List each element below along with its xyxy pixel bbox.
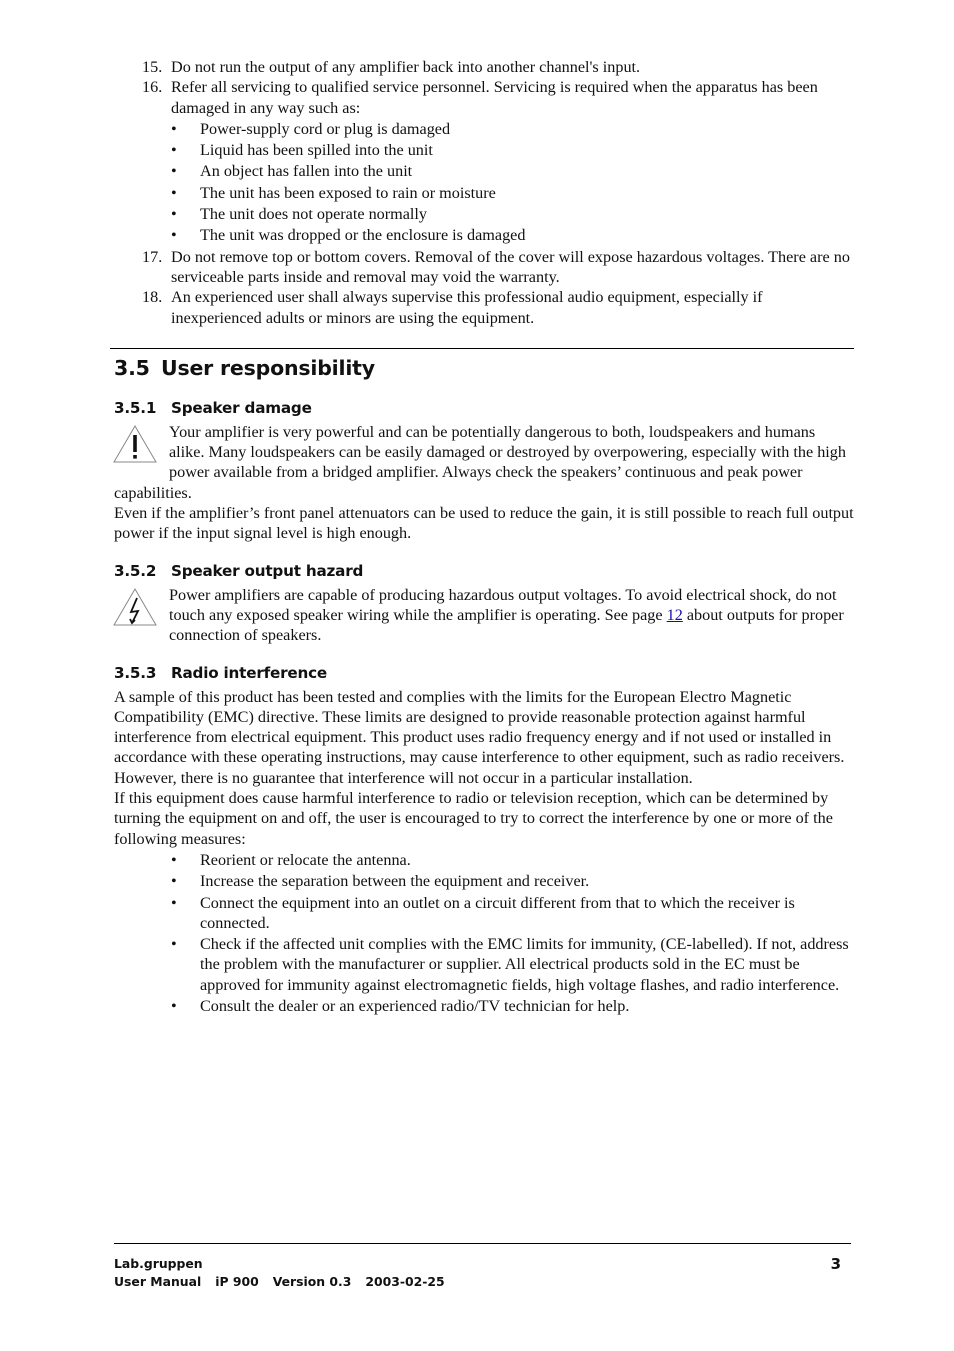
list-item: • An object has fallen into the unit (114, 161, 854, 181)
safety-list-continued (114, 247, 854, 328)
speaker-damage-text: Your amplifier is very powerful and can be potentially dangerous to both, loudspeakers and humans alike. Many loudspeakers can be easily damaged or destroyed by overpowering, especially with the high power available from a bridged amplifier. Always check the speakers’ continuous and peak power capabilities. (114, 422, 846, 502)
list-item: • Liquid has been spilled into the unit (114, 140, 854, 160)
radio-interference-text-2: If this equipment does cause harmful interference to radio or television reception, which can be determined by turning the equipment on and off, the user is encouraged to try to correct the interference by one or more of the following measures: (114, 789, 833, 848)
output-hazard-text: Power amplifiers are capable of producing hazardous output voltages. To avoid electrical shock, do not touch any exposed speaker wiring while the amplifier is operating. See page 12 about outputs for proper connection of speakers. (169, 585, 844, 645)
footer-company: Lab.gruppen (114, 1256, 203, 1271)
document-body (114, 57, 854, 1017)
output-hazard-warning (114, 585, 854, 646)
page-link[interactable]: 12 (666, 605, 683, 624)
service-bullet-list (114, 119, 854, 246)
list-item: • Reorient or relocate the antenna. (114, 850, 854, 870)
list-item: • Check if the affected unit complies with the EMC limits for immunity, (CE-labelled). If not, address the problem with the manufacturer or supplier. All electrical products sold in the EC must be approved for immunity against electromagnetic fields, high voltage flashes, and radio interference. (114, 934, 854, 995)
speaker-damage-warning (114, 422, 854, 503)
list-item: • Power-supply cord or plug is damaged (114, 119, 854, 139)
list-item: • The unit has been exposed to rain or moisture (114, 183, 854, 203)
radio-interference-text: A sample of this product has been tested and complies with the limits for the European Electro Magnetic Compatibility (EMC) directive. These limits are designed to provide reasonable protection against harmful interference from electrical equipment. This product uses radio frequency energy and if not used or installed in accordance with these operating instructions, may cause interference to other equipment, such as radio receivers. However, there is no guarantee that interference will not occur in a particular installation. (114, 687, 845, 787)
list-item: • The unit does not operate normally (114, 204, 854, 224)
list-item: • The unit was dropped or the enclosure is damaged (114, 225, 854, 245)
list-item: 17. Do not remove top or bottom covers. Removal of the cover will expose hazardous voltages. There are no serviceable parts inside and removal may void the warranty. (142, 247, 850, 286)
footer-divider (114, 1243, 851, 1244)
list-item: • Connect the equipment into an outlet on a circuit different from that to which the receiver is connected. (114, 893, 854, 934)
section-divider (110, 348, 854, 349)
section-heading: 3.5 User responsibility (114, 355, 375, 380)
footer-model: iP 900 (215, 1274, 259, 1289)
list-item: 18. An experienced user shall always supervise this professional audio equipment, especially if inexperienced adults or minors are using the equipment. (142, 288, 763, 327)
footer-meta (114, 1273, 851, 1291)
footer-doc: User Manual (114, 1274, 202, 1289)
lightning-warning-icon (112, 586, 158, 628)
footer-date: 2003-02-25 (365, 1274, 445, 1289)
list-item: • Consult the dealer or an experienced radio/TV technician for help. (114, 996, 854, 1016)
speaker-damage-text-2: Even if the amplifier’s front panel attenuators can be used to reduce the gain, it is still possible to reach full output power if the input signal level is high enough. (114, 504, 854, 543)
safety-list (114, 57, 854, 118)
subsection-heading-speaker-damage: 3.5.1 Speaker damage (114, 398, 312, 417)
measures-bullet-list (114, 850, 854, 1016)
subsection-heading-output-hazard: 3.5.2 Speaker output hazard (114, 561, 364, 580)
list-item: 16. Refer all servicing to qualified service personnel. Servicing is required when the apparatus has been damaged in any way such as: (142, 78, 818, 117)
footer-version: Version 0.3 (272, 1274, 352, 1289)
list-item: 15. Do not run the output of any amplifier back into another channel's input. (142, 58, 641, 76)
page-number: 3 (830, 1255, 841, 1273)
list-item: • Increase the separation between the equipment and receiver. (114, 871, 854, 891)
page-footer (114, 1255, 851, 1291)
subsection-heading-radio-interference: 3.5.3 Radio interference (114, 663, 328, 682)
warning-triangle-icon (112, 423, 158, 465)
